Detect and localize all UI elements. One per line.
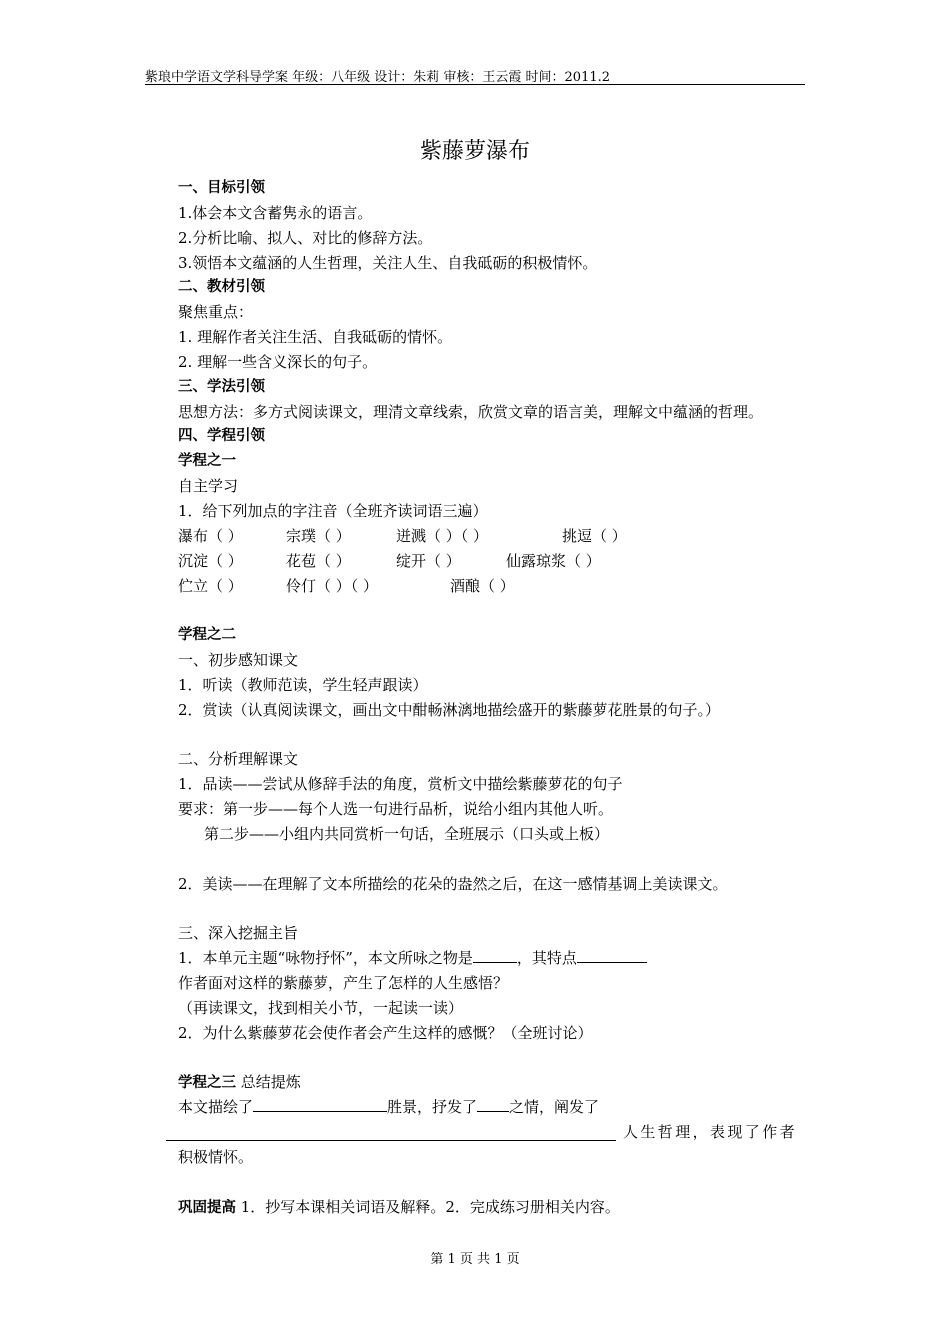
focus-item: 1. 理解作者关注生活、自我砥砺的情怀。: [178, 328, 453, 347]
part-heading: 学程之一: [178, 453, 236, 470]
summary-text: 人生哲理，表现了作者: [623, 1123, 798, 1142]
step-item: 作者面对这样的紫藤萝，产生了怎样的人生感悟？: [178, 974, 509, 992]
question-text: ，其特点: [516, 949, 577, 968]
question-text: 1．本单元主题“咏物抒怀”，本文所咏之物是: [178, 949, 473, 968]
answer-blank[interactable]: [477, 1095, 509, 1112]
vocab-item: 宗璞（ ）: [286, 526, 351, 545]
vocab-item: 伶仃（ ）（ ）: [286, 576, 379, 595]
section-heading: 四、学程引领: [178, 428, 265, 445]
consolidate-text: 1．抄写本课相关词语及解释。2．完成练习册相关内容。: [236, 1197, 620, 1216]
vocab-item: 瀑布（ ）: [178, 526, 243, 545]
focus-item: 2. 理解一些含义深长的句子。: [178, 352, 378, 371]
vocab-item: 酒酿（ ）: [450, 576, 515, 595]
answer-blank[interactable]: [473, 946, 517, 963]
section-heading: 三、学法引领: [178, 378, 265, 395]
vocab-item: 迸溅（ ）（ ）: [396, 526, 489, 545]
goal-item: 3.领悟本文蕴涵的人生哲理，关注人生、自我砥砺的积极情怀。: [178, 253, 598, 272]
vocab-item: 仙露琼浆（ ）: [506, 551, 601, 570]
summary-fill-in: [178, 1095, 808, 1120]
spacer: [178, 598, 808, 623]
answer-blank[interactable]: [166, 1122, 616, 1141]
summary-heading-line: [178, 1070, 808, 1095]
goal-item: 2.分析比喻、拟人、对比的修辞方法。: [178, 228, 433, 247]
document-body: [178, 176, 808, 1219]
spacer: [178, 1046, 808, 1071]
goal-item: 1.体会本文含蓄隽永的语言。: [178, 203, 373, 222]
step-title: 三、深入挖掘主旨: [178, 924, 299, 943]
step-item: 要求：第一步——每个人选一句进行品析，说给小组内其他人听。: [178, 800, 614, 819]
step-item: （再读课文，找到相关小节，一起读一读）: [178, 998, 464, 1017]
summary-text: 本文描绘了: [178, 1098, 254, 1117]
document-header: 紫琅中学语文学科导学案 年级：八年级 设计：朱莉 审核：王云霞 时间：2011.2: [145, 70, 611, 85]
consolidate-label: 巩固提高: [178, 1199, 236, 1216]
part-heading: 学程之三: [178, 1075, 236, 1092]
spacer: [178, 896, 808, 921]
vocab-item: 绽开（ ）: [396, 551, 461, 570]
page-footer: 第 1 页 共 1 页: [430, 1252, 520, 1267]
vocab-item: 花苞（ ）: [286, 551, 351, 570]
step-item: 2．美读——在理解了文本所描绘的花朵的盎然之后，在这一感情基调上美读课文。: [178, 874, 728, 893]
step-title: 一、初步感知课文: [178, 651, 299, 670]
part-subtitle: 自主学习: [178, 477, 239, 496]
consolidate-line: [178, 1195, 808, 1220]
part-heading: 学程之二: [178, 627, 236, 644]
spacer: [178, 1170, 808, 1195]
answer-blank[interactable]: [253, 1095, 387, 1112]
part-heading-tail: 总结提炼: [236, 1073, 301, 1092]
summary-fill-in: [178, 1120, 808, 1145]
vocab-item: 挑逗（ ）: [562, 526, 627, 545]
step-item: 第二步——小组内共同赏析一句话，全班展示（口头或上板）: [204, 824, 610, 843]
method-text: 思想方法：多方式阅读课文，理清文章线索，欣赏文章的语言美，理解文中蕴涵的哲理。: [178, 402, 764, 421]
step-item: 1．听读（教师范读，学生轻声跟读）: [178, 675, 428, 694]
fill-in-question: [178, 946, 808, 971]
pinyin-row: [178, 574, 808, 599]
pinyin-row: [178, 524, 808, 549]
pinyin-row: [178, 549, 808, 574]
section-heading: 一、目标引领: [178, 180, 265, 196]
summary-text: 之情，阐发了: [509, 1098, 600, 1117]
vocab-item: 沉淀（ ）: [178, 551, 243, 570]
header-divider: [145, 84, 805, 85]
section-heading: 二、教材引领: [178, 279, 265, 296]
answer-blank[interactable]: [577, 946, 647, 963]
task-text: 1．给下列加点的字注音（全班齐读词语三遍）: [178, 501, 488, 520]
summary-text: 积极情怀。: [178, 1147, 254, 1166]
step-item: 1．品读——尝试从修辞手法的角度，赏析文中描绘紫藤萝花的句子: [178, 775, 623, 794]
page-title: 紫藤萝瀑布: [419, 139, 530, 164]
step-item: 2．赏读（认真阅读课文，画出文中酣畅淋漓地描绘盛开的紫藤萝花胜景的句子。）: [178, 700, 721, 719]
step-title: 二、分析理解课文: [178, 750, 299, 769]
step-item: 2．为什么紫藤萝花会使作者会产生这样的感慨？（全班讨论）: [178, 1023, 593, 1042]
spacer: [178, 723, 808, 748]
spacer: [178, 847, 808, 872]
focus-intro: 聚焦重点：: [178, 303, 254, 322]
vocab-item: 伫立（ ）: [178, 576, 243, 595]
summary-text: 胜景，抒发了: [387, 1098, 478, 1117]
